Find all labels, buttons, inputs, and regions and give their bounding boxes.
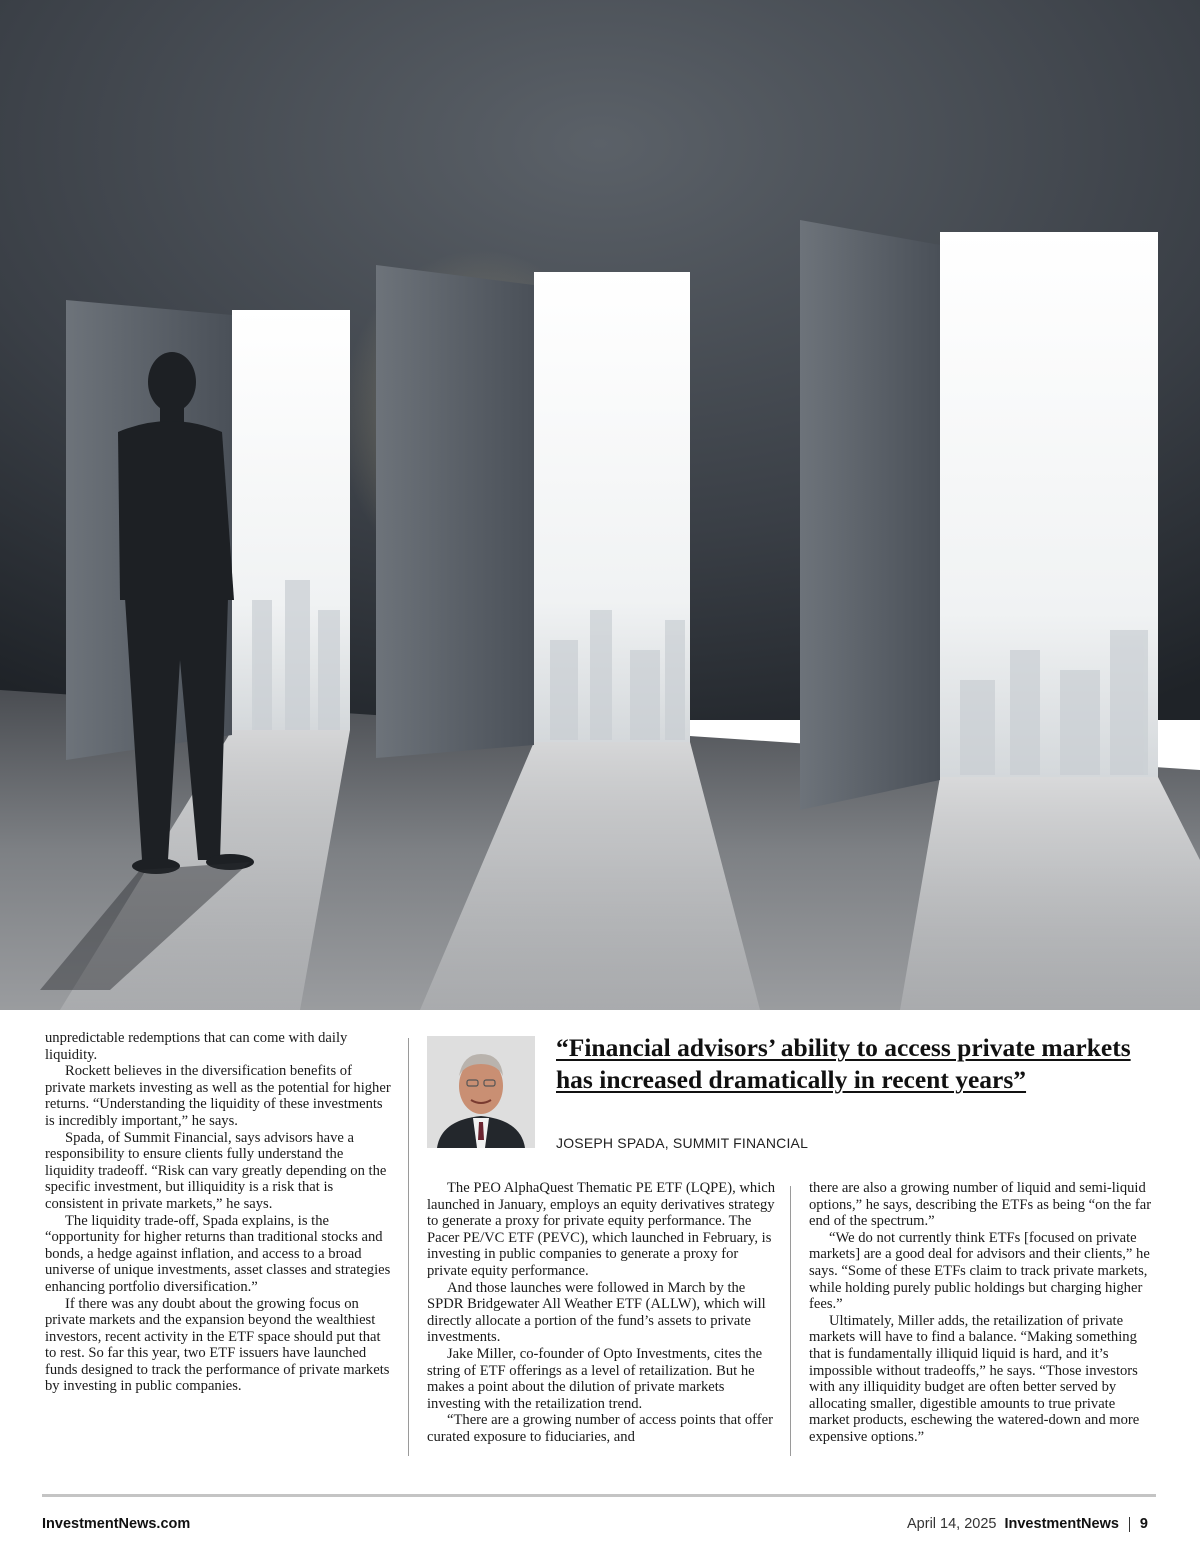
body-paragraph: “There are a growing number of access points that offer curated exposure to fiduciaries, and <box>427 1412 773 1445</box>
body-paragraph: there are also a growing number of liquid and semi-liquid options,” he says, describing the ETFs as being “on the far end of the spectrum.” <box>809 1180 1152 1230</box>
body-paragraph: unpredictable redemptions that can come with daily liquidity. <box>45 1030 348 1063</box>
footer-folio <box>907 1516 1148 1532</box>
body-paragraph: “We do not currently think ETFs [focused on private markets] are a good deal for advisors and their clients,” he says. “Some of these ETFs claim to track private markets, while holding purely public holdings but charging higher fees.” <box>809 1229 1150 1313</box>
footer-site-url: InvestmentNews.com <box>42 1516 191 1532</box>
issue-date: April 14, 2025 <box>907 1516 997 1532</box>
pull-quote-attribution: JOSEPH SPADA, SUMMIT FINANCIAL <box>556 1135 809 1151</box>
right-article-column <box>809 1180 1159 1446</box>
column-divider <box>408 1038 409 1456</box>
column-divider <box>790 1186 791 1456</box>
page-number: 9 <box>1139 1516 1148 1532</box>
body-paragraph: Rockett believes in the diversification benefits of private markets investing as well as the potential for higher returns. “Understanding the liquidity of these investments is incredibly important,” he says. <box>45 1063 391 1129</box>
body-paragraph: The liquidity trade-off, Spada explains, is the “opportunity for higher returns than traditional stocks and bonds, a hedge against inflation, and access to a broad universe of unique investments, asset classes and strategies enhancing portfolio diversification.” <box>45 1212 391 1295</box>
body-paragraph: Ultimately, Miller adds, the retailization of private markets will have to find a balance. “Making something that is fundamentally illiquid liquid is hard, and it’s impossible without tradeoffs,” he says. “Those investors with any illiquidity budget are often better served by allocating smaller, digestible amounts to true private market products, eschewing the watered-down and more expensive options.” <box>809 1312 1140 1445</box>
body-paragraph: Spada, of Summit Financial, says advisors have a responsibility to ensure clients fully understand the liquidity tradeoff. “Risk can vary greatly depending on the specific investment, but illiquidity is a risk that is consistent in private markets,” he says. <box>45 1129 387 1212</box>
joseph-spada-portrait-icon <box>427 1036 535 1148</box>
pull-quote-text: “Financial advisors’ ability to access private markets has increased dramatically in recent years” <box>556 1033 1131 1094</box>
left-article-column <box>45 1030 395 1395</box>
middle-article-column <box>427 1180 777 1446</box>
footer-separator <box>1129 1517 1130 1532</box>
body-paragraph: The PEO AlphaQuest Thematic PE ETF (LQPE), which launched in January, employs an equity derivatives strategy to generate a proxy for private equity performance. The Pacer PE/VC ETF (PEVC), which launched in February, is investing in public companies to generate a proxy for private equity performance. <box>427 1180 776 1279</box>
body-paragraph: And those launches were followed in March by the SPDR Bridgewater All Weather ETF (ALLW), which will directly allocate a portion of the fund’s assets to private investments. <box>427 1279 766 1346</box>
footer-divider <box>42 1494 1156 1497</box>
publication-name: InvestmentNews <box>1004 1516 1119 1532</box>
body-paragraph: Jake Miller, co-founder of Opto Investments, cites the string of ETF offerings as a level of retailization. But he makes a point about the dilution of private markets investing with the retailization trend. <box>427 1345 763 1412</box>
body-paragraph: If there was any doubt about the growing focus on private markets and the expansion beyond the wealthiest investors, recent activity in the ETF space should put that to rest. So far this year, two ETF issuers have launched funds designed to track the performance of private markets by investing in public companies. <box>45 1295 390 1395</box>
pull-quote <box>556 1032 1136 1096</box>
